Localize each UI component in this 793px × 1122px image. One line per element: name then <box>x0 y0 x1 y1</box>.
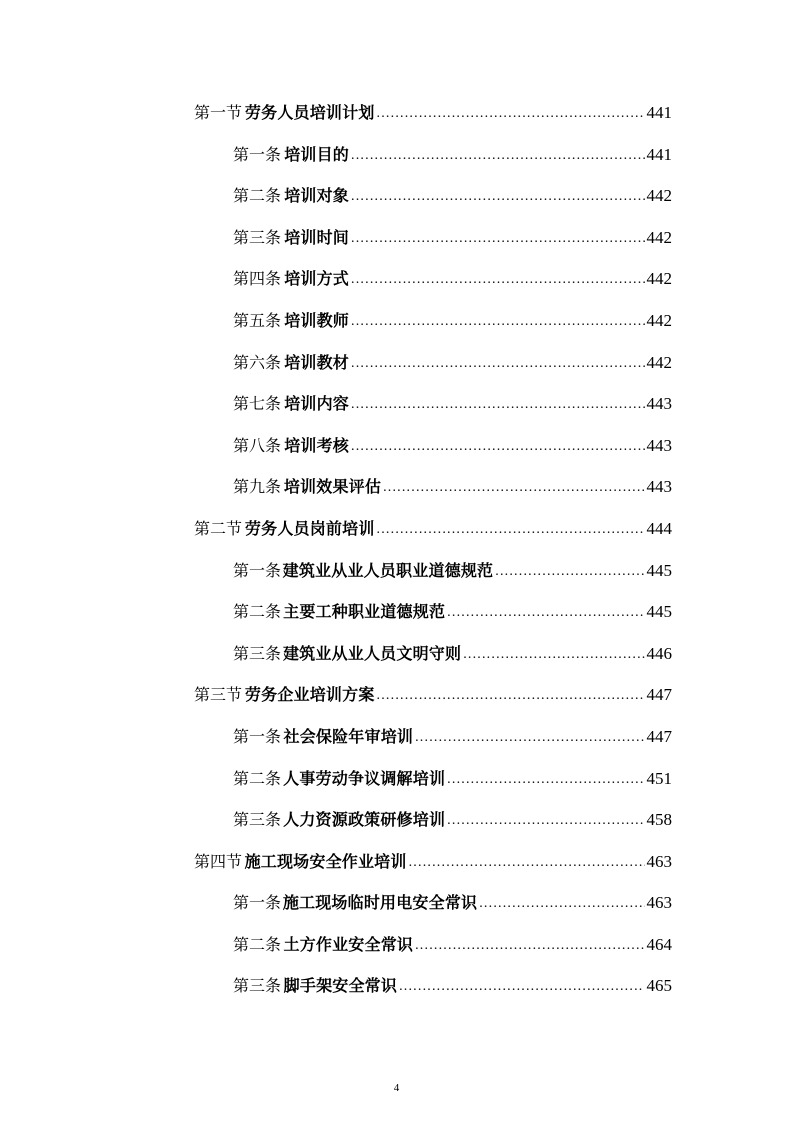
toc-entry-page-number: 464 <box>646 934 672 954</box>
toc-entry-page-number: 442 <box>646 310 672 330</box>
toc-entry-page-number: 445 <box>646 602 672 622</box>
toc-dot-leader <box>463 632 644 676</box>
toc-item-entry[interactable] <box>0 550 672 592</box>
toc-dot-leader <box>351 257 644 301</box>
toc-dot-leader <box>351 133 644 177</box>
toc-entry-label: 第一条 <box>233 726 282 746</box>
toc-entry-page-number: 443 <box>646 477 672 497</box>
toc-entry-title: 劳务企业培训方案 <box>244 685 375 705</box>
toc-dot-leader <box>351 382 644 426</box>
toc-entry-title: 培训方式 <box>284 269 350 289</box>
toc-entry-label: 第三节 <box>194 685 243 705</box>
toc-entry-label: 第二条 <box>233 768 282 788</box>
toc-entry-title: 培训教材 <box>284 352 350 372</box>
toc-entry-page-number: 465 <box>646 976 672 996</box>
toc-entry-label: 第二条 <box>233 602 282 622</box>
toc-entry-label: 第二条 <box>233 934 282 954</box>
toc-item-entry[interactable] <box>0 383 672 425</box>
toc-dot-leader <box>351 424 644 468</box>
toc-item-entry[interactable] <box>0 175 672 217</box>
toc-entry-title: 人事劳动争议调解培训 <box>283 768 446 788</box>
toc-entry-title: 施工现场临时用电安全常识 <box>282 893 478 913</box>
toc-entry-title: 培训内容 <box>284 394 350 414</box>
toc-dot-leader <box>399 964 644 1008</box>
toc-dot-leader <box>409 840 645 884</box>
toc-item-entry[interactable] <box>0 965 672 1007</box>
toc-item-entry[interactable] <box>0 591 672 633</box>
toc-entry-page-number: 463 <box>646 893 672 913</box>
toc-entry-page-number: 451 <box>646 768 672 788</box>
toc-entry-page-number: 458 <box>646 810 672 830</box>
toc-dot-leader <box>351 341 644 385</box>
toc-item-entry[interactable] <box>0 924 672 966</box>
toc-entry-label: 第一条 <box>233 560 282 580</box>
toc-item-entry[interactable] <box>0 633 672 675</box>
toc-item-entry[interactable] <box>0 258 672 300</box>
toc-entry-page-number: 447 <box>646 685 672 705</box>
toc-item-entry[interactable] <box>0 799 672 841</box>
toc-entry-page-number: 445 <box>646 560 672 580</box>
toc-entry-page-number: 442 <box>646 352 672 372</box>
toc-entry-label: 第二节 <box>194 518 243 538</box>
toc-dot-leader <box>415 715 644 759</box>
toc-entry-label: 第四节 <box>194 851 243 871</box>
toc-entry-page-number: 444 <box>646 518 672 538</box>
toc-entry-label: 第四条 <box>233 269 282 289</box>
toc-dot-leader <box>351 216 644 260</box>
toc-entry-label: 第六条 <box>233 352 282 372</box>
toc-dot-leader <box>351 299 644 343</box>
toc-entry-title: 土方作业安全常识 <box>283 934 414 954</box>
toc-entry-title: 人力资源政策研修培训 <box>283 810 446 830</box>
toc-dot-leader <box>415 923 644 967</box>
toc-entry-title: 脚手架安全常识 <box>283 976 398 996</box>
toc-entry-page-number: 463 <box>646 851 672 871</box>
toc-entry-title: 培训考核 <box>284 435 350 455</box>
toc-entry-page-number: 441 <box>646 144 672 164</box>
toc-section-entry[interactable] <box>0 508 672 550</box>
toc-entry-label: 第八条 <box>233 435 282 455</box>
toc-entry-label: 第九条 <box>233 477 282 497</box>
toc-dot-leader <box>377 673 645 717</box>
toc-entry-title: 培训教师 <box>284 310 350 330</box>
toc-entry-title: 培训对象 <box>284 186 350 206</box>
toc-dot-leader <box>447 590 644 634</box>
toc-entry-title: 建筑业从业人员职业道德规范 <box>282 560 494 580</box>
toc-item-entry[interactable] <box>0 716 672 758</box>
toc-entry-title: 施工现场安全作业培训 <box>244 851 407 871</box>
toc-entry-label: 第三条 <box>233 810 282 830</box>
toc-entry-label: 第三条 <box>233 643 282 663</box>
toc-item-entry[interactable] <box>0 425 672 467</box>
toc-entry-page-number: 443 <box>646 435 672 455</box>
toc-entry-page-number: 442 <box>646 186 672 206</box>
toc-dot-leader <box>377 91 645 135</box>
toc-dot-leader <box>495 549 644 593</box>
toc-entry-title: 社会保险年审培训 <box>283 726 414 746</box>
table-of-contents <box>0 92 793 1007</box>
toc-section-entry[interactable] <box>0 92 672 134</box>
toc-entry-title: 培训时间 <box>284 227 350 247</box>
toc-entry-label: 第七条 <box>233 394 282 414</box>
toc-entry-label: 第二条 <box>233 186 282 206</box>
toc-entry-page-number: 446 <box>646 643 672 663</box>
toc-dot-leader <box>479 881 644 925</box>
toc-entry-title: 建筑业从业人员文明守则 <box>282 643 462 663</box>
toc-item-entry[interactable] <box>0 300 672 342</box>
toc-item-entry[interactable] <box>0 217 672 259</box>
toc-item-entry[interactable] <box>0 758 672 800</box>
toc-entry-page-number: 442 <box>646 227 672 247</box>
toc-entry-page-number: 447 <box>646 726 672 746</box>
toc-entry-title: 培训目的 <box>284 144 350 164</box>
toc-entry-label: 第一节 <box>194 103 243 122</box>
toc-section-entry[interactable] <box>0 841 672 883</box>
toc-entry-label: 第一条 <box>233 144 282 164</box>
toc-entry-title: 培训效果评估 <box>283 477 382 497</box>
toc-entry-label: 第五条 <box>233 310 282 330</box>
toc-item-entry[interactable] <box>0 882 672 924</box>
toc-item-entry[interactable] <box>0 342 672 384</box>
toc-entry-title: 主要工种职业道德规范 <box>283 602 446 622</box>
toc-dot-leader <box>447 798 644 842</box>
toc-dot-leader <box>351 174 644 218</box>
toc-entry-page-number: 441 <box>646 103 672 122</box>
toc-item-entry[interactable] <box>0 134 672 176</box>
toc-entry-page-number: 442 <box>646 269 672 289</box>
toc-entry-label: 第三条 <box>233 227 282 247</box>
toc-item-entry[interactable] <box>0 466 672 508</box>
toc-entry-page-number: 443 <box>646 394 672 414</box>
page-number: 4 <box>393 1082 400 1094</box>
toc-dot-leader <box>447 757 644 801</box>
toc-entry-title: 劳务人员培训计划 <box>244 103 375 122</box>
toc-section-entry[interactable] <box>0 674 672 716</box>
toc-entry-title: 劳务人员岗前培训 <box>244 518 375 538</box>
toc-entry-label: 第一条 <box>233 893 282 913</box>
toc-dot-leader <box>383 465 644 509</box>
toc-dot-leader <box>377 507 645 551</box>
toc-entry-label: 第三条 <box>233 976 282 996</box>
